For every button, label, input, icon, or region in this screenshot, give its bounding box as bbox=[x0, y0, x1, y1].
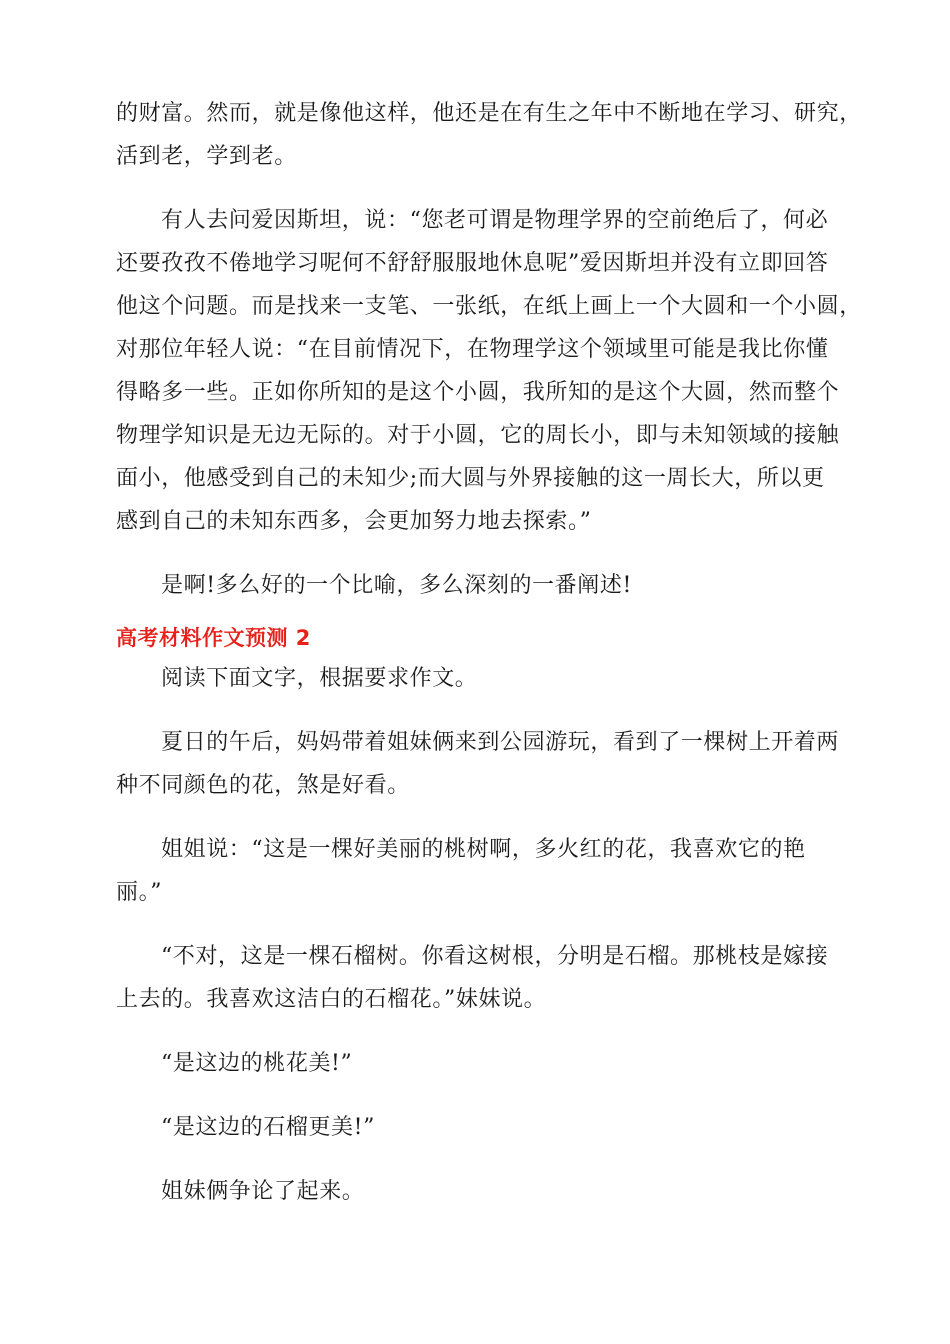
paragraph-6 bbox=[116, 828, 836, 914]
paragraph-line: 夏日的午后，妈妈带着姐妹俩来到公园游玩，看到了一棵树上开着两 bbox=[161, 730, 840, 755]
paragraph-4 bbox=[116, 657, 836, 700]
paragraph-line: “不对，这是一棵石榴树。你看这树根，分明是石榴。那桃枝是嫁接 bbox=[161, 944, 829, 969]
paragraph-line: “是这边的桃花美!” bbox=[161, 1051, 353, 1076]
paragraph-line: “是这边的石榴更美!” bbox=[161, 1115, 375, 1140]
paragraph-line: 姐妹俩争论了起来。 bbox=[161, 1179, 365, 1204]
paragraph-line: 有人去问爱因斯坦，说：“您老可谓是物理学界的空前绝后了，何必 bbox=[161, 208, 829, 233]
section-heading: 高考材料作文预测 2 bbox=[116, 626, 311, 650]
paragraph-gap bbox=[116, 700, 836, 721]
paragraph-line: 姐姐说：“这是一棵好美丽的桃树啊，多火红的花，我喜欢它的艳 bbox=[161, 837, 806, 862]
paragraph-gap bbox=[116, 178, 836, 199]
paragraph-10 bbox=[116, 1170, 836, 1213]
paragraph-line: 他这个问题。而是找来一支笔、一张纸，在纸上画上一个大圆和一个小圆， bbox=[116, 294, 862, 319]
paragraph-gap bbox=[116, 543, 836, 564]
paragraph-line: 活到老，学到老。 bbox=[116, 144, 297, 169]
paragraph-8 bbox=[116, 1042, 836, 1085]
paragraph-line: 是啊!多么好的一个比喻，多么深刻的一番阐述! bbox=[161, 573, 632, 598]
paragraph-9 bbox=[116, 1106, 836, 1149]
paragraph-line: 的财富。然而，就是像他这样，他还是在有生之年中不断地在学习、研究， bbox=[116, 101, 862, 126]
paragraph-gap bbox=[116, 914, 836, 935]
paragraph-gap bbox=[116, 1021, 836, 1042]
paragraph-1 bbox=[116, 92, 862, 178]
paragraph-gap bbox=[116, 1149, 836, 1170]
paragraph-line: 对那位年轻人说：“在目前情况下，在物理学这个领域里可能是我比你懂 bbox=[116, 337, 829, 362]
paragraph-gap bbox=[116, 607, 836, 613]
paragraph-gap bbox=[116, 1085, 836, 1106]
paragraph-3 bbox=[116, 564, 836, 607]
paragraph-gap bbox=[116, 807, 836, 828]
paragraph-line: 种不同颜色的花，煞是好看。 bbox=[116, 773, 410, 798]
paragraph-line: 丽。” bbox=[116, 880, 163, 905]
paragraph-line: 面小，他感受到自己的未知少;而大圆与外界接触的这一周长大，所以更 bbox=[116, 466, 825, 491]
paragraph-line: 得略多一些。正如你所知的是这个小圆，我所知的是这个大圆，然而整个 bbox=[116, 380, 840, 405]
paragraph-5 bbox=[116, 721, 840, 807]
paragraph-line: 阅读下面文字，根据要求作文。 bbox=[161, 666, 478, 691]
paragraph-line: 物理学知识是无边无际的。对于小圆，它的周长小，即与未知领域的接触 bbox=[116, 423, 840, 448]
paragraph-line: 还要孜孜不倦地学习呢何不舒舒服服地休息呢”爱因斯坦并没有立即回答 bbox=[116, 251, 829, 276]
document-page bbox=[116, 92, 862, 1213]
paragraph-line: 感到自己的未知东西多，会更加努力地去探索。” bbox=[116, 509, 592, 534]
paragraph-7 bbox=[116, 935, 836, 1021]
paragraph-line: 上去的。我喜欢这洁白的石榴花。”妹妹说。 bbox=[116, 987, 547, 1012]
paragraph-2 bbox=[116, 199, 862, 543]
